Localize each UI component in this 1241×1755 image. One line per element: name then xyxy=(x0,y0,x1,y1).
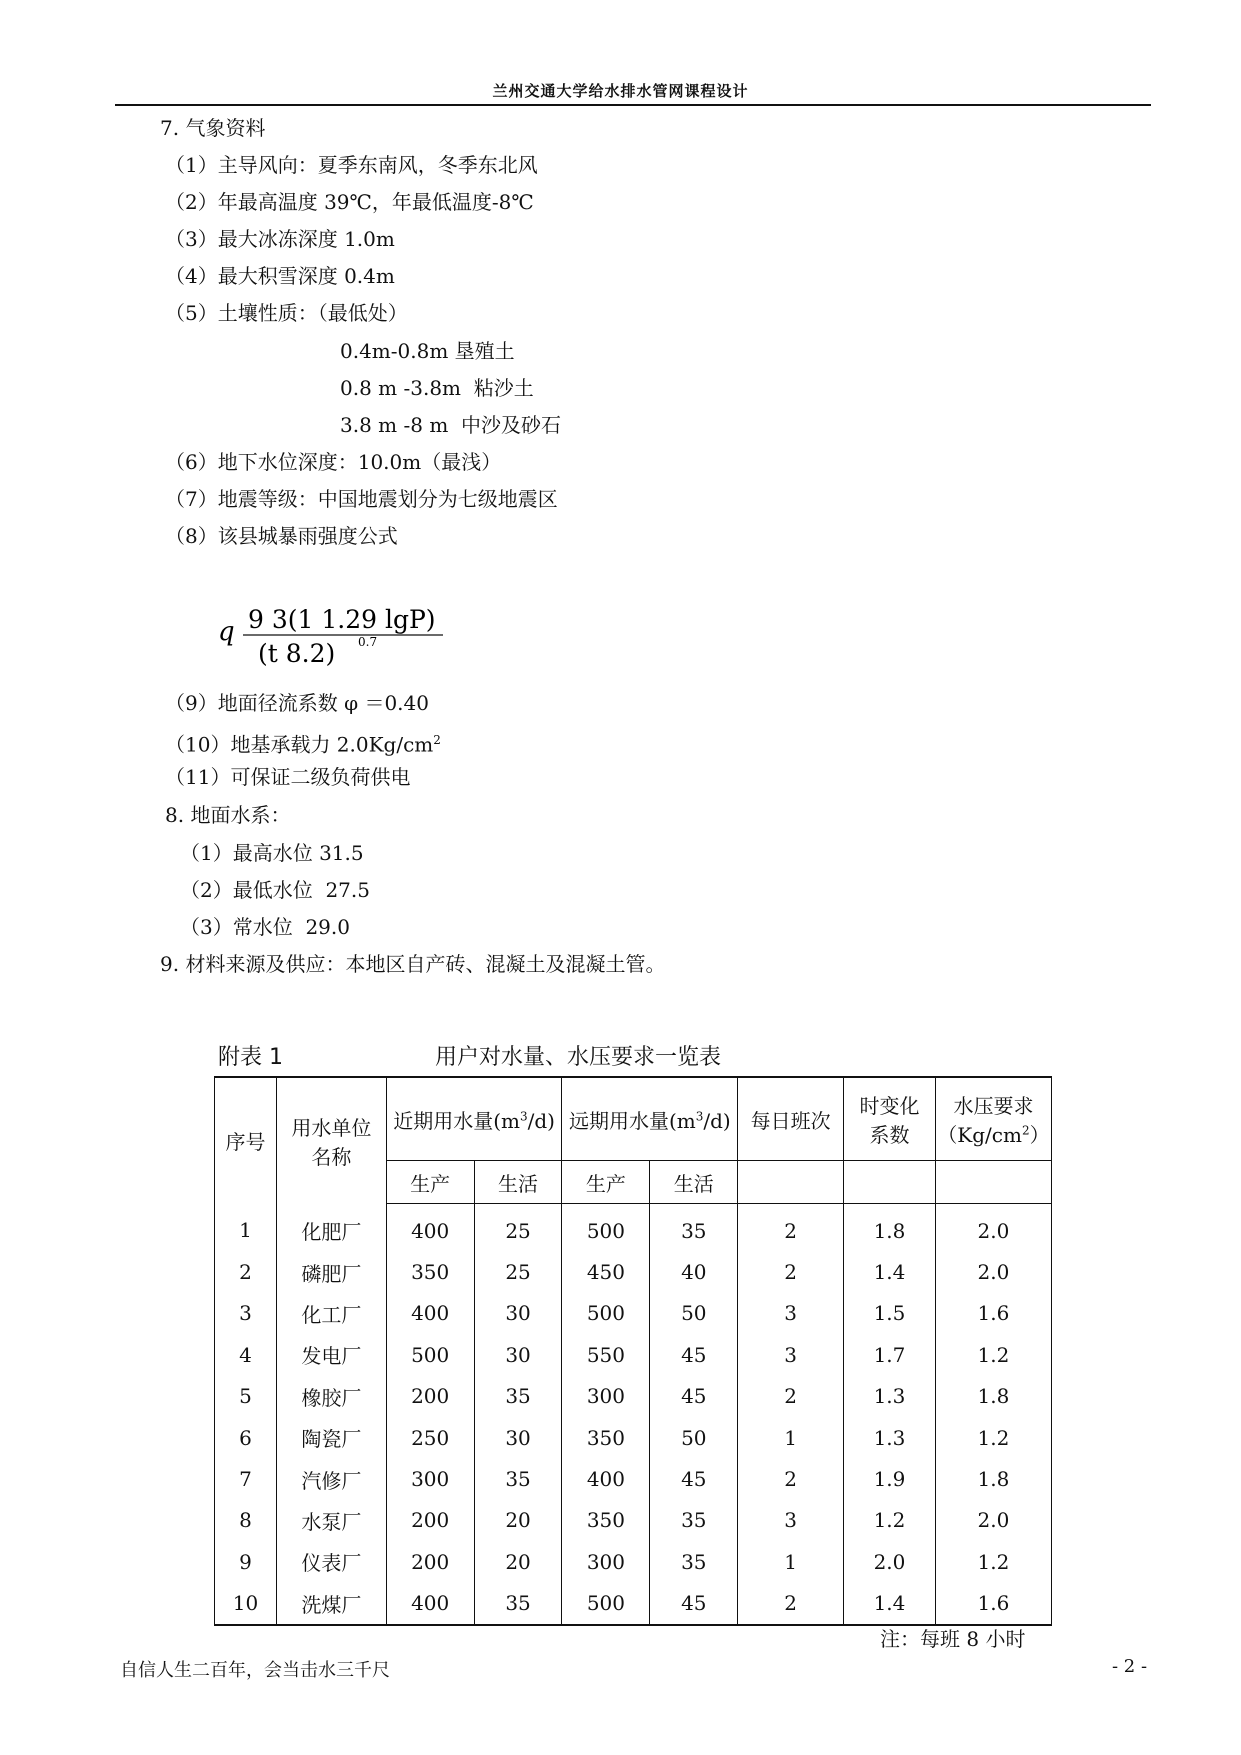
table-cell: 400 xyxy=(386,1293,474,1334)
table-cell: 30 xyxy=(474,1293,562,1334)
table-cell: 3 xyxy=(738,1334,844,1375)
item-7-5: （5）土壤性质：（最低处） xyxy=(165,301,408,325)
table-cell: 2 xyxy=(738,1583,844,1625)
table-cell: 45 xyxy=(650,1583,738,1625)
table-cell: 水泵厂 xyxy=(276,1500,386,1541)
table-cell: 2.0 xyxy=(844,1541,936,1582)
table-cell: 9 xyxy=(215,1541,277,1582)
section-8-title: 8. 地面水系： xyxy=(165,803,291,827)
item-7-1: （1）主导风向：夏季东南风，冬季东北风 xyxy=(165,153,538,177)
footer-motto: 自信人生二百年，会当击水三千尺 xyxy=(120,1660,390,1681)
section-9: 9. 材料来源及供应：本地区自产砖、混凝土及混凝土管。 xyxy=(160,952,666,976)
table-row xyxy=(215,1458,1052,1499)
table-cell: 4 xyxy=(215,1334,277,1375)
table-cell: 50 xyxy=(650,1293,738,1334)
table-cell: 10 xyxy=(215,1583,277,1625)
formula-denominator: (t 8.2) xyxy=(258,639,336,668)
table-cell: 3 xyxy=(738,1293,844,1334)
table-cell: 20 xyxy=(474,1500,562,1541)
table-cell: 洗煤厂 xyxy=(276,1583,386,1625)
item-8-2: （2）最低水位 27.5 xyxy=(180,878,370,902)
header-near-demand: 近期用水量$(m^3/d)$ xyxy=(386,1077,562,1161)
item-7-2: （2）年最高温度 39℃，年最低温度-8℃ xyxy=(165,190,534,214)
table-cell: 8 xyxy=(215,1500,277,1541)
table-cell: 2 xyxy=(738,1376,844,1417)
table-cell: 35 xyxy=(650,1204,738,1252)
table-cell: 450 xyxy=(562,1251,650,1292)
table-cell: 550 xyxy=(562,1334,650,1375)
table-cell: 350 xyxy=(562,1417,650,1458)
page-number: - 2 - xyxy=(1112,1656,1148,1677)
header-shifts: 每日班次 xyxy=(738,1077,844,1161)
table-cell: 磷肥厂 xyxy=(276,1251,386,1292)
table-row xyxy=(215,1251,1052,1292)
table-cell: 1.4 xyxy=(844,1583,936,1625)
table-cell: 500 xyxy=(386,1334,474,1375)
table-cell: 40 xyxy=(650,1251,738,1292)
table-cell: 350 xyxy=(562,1500,650,1541)
table-row xyxy=(215,1204,1052,1252)
table-cell: 35 xyxy=(650,1541,738,1582)
table-cell: 35 xyxy=(474,1458,562,1499)
table-cell: 1.8 xyxy=(844,1204,936,1252)
table-cell: 2.0 xyxy=(935,1500,1051,1541)
table-row xyxy=(215,1500,1052,1541)
table-cell: 350 xyxy=(386,1251,474,1292)
section-7-title: 7. 气象资料 xyxy=(160,116,266,140)
table-cell: 1.2 xyxy=(935,1417,1051,1458)
table-cell: 200 xyxy=(386,1500,474,1541)
header-unit: 用水单位 名称 xyxy=(276,1077,386,1204)
table-cell: 2 xyxy=(215,1251,277,1292)
table-cell: 35 xyxy=(474,1376,562,1417)
table-cell: 汽修厂 xyxy=(276,1458,386,1499)
table-cell: 1.6 xyxy=(935,1293,1051,1334)
water-demand-table xyxy=(214,1076,1052,1626)
soil-layer-1: 0.4m-0.8m 垦殖土 xyxy=(340,339,515,363)
item-7-8: （8）该县城暴雨强度公式 xyxy=(165,524,398,548)
header-far-production: 生产 xyxy=(562,1161,650,1204)
soil-layer-2: 0.8 m -3.8m 粘沙土 xyxy=(340,376,534,400)
table-cell: 400 xyxy=(386,1583,474,1625)
table-cell: 1.3 xyxy=(844,1376,936,1417)
table-cell: 化肥厂 xyxy=(276,1204,386,1252)
table-title: 用户对水量、水压要求一览表 xyxy=(435,1045,722,1070)
item-7-9: （9）地面径流系数 φ ＝0.40 xyxy=(165,691,429,715)
formula-numerator: 9 3(1 1.29 lgP) xyxy=(248,605,436,634)
table-cell: 45 xyxy=(650,1334,738,1375)
table-cell: 500 xyxy=(562,1204,650,1252)
header-no: 序号 xyxy=(215,1077,277,1204)
table-note: 注：每班 8 小时 xyxy=(880,1627,1026,1651)
table-row xyxy=(215,1417,1052,1458)
table-cell: 1.9 xyxy=(844,1458,936,1499)
table-cell: 橡胶厂 xyxy=(276,1376,386,1417)
table-cell: 1.8 xyxy=(935,1376,1051,1417)
table-cell: 25 xyxy=(474,1251,562,1292)
table-cell: 发电厂 xyxy=(276,1334,386,1375)
table-cell: 1.3 xyxy=(844,1417,936,1458)
header-near-production: 生产 xyxy=(386,1161,474,1204)
table-cell: 25 xyxy=(474,1204,562,1252)
table-cell: 250 xyxy=(386,1417,474,1458)
table-cell: 化工厂 xyxy=(276,1293,386,1334)
header-far-living: 生活 xyxy=(650,1161,738,1204)
item-7-10: （10）地基承载力 $2.0Kg/cm^2$ xyxy=(165,732,441,757)
rainfall-intensity-formula xyxy=(218,600,458,670)
running-header: 兰州交通大学给水排水管网课程设计 xyxy=(492,82,749,100)
table-cell: 2.0 xyxy=(935,1251,1051,1292)
table-cell: 3 xyxy=(215,1293,277,1334)
soil-layer-3: 3.8 m -8 m 中沙及砂石 xyxy=(340,413,562,437)
table-cell: 50 xyxy=(650,1417,738,1458)
table-cell: 35 xyxy=(474,1583,562,1625)
table-cell: 2 xyxy=(738,1204,844,1252)
formula-exponent: 0.7 xyxy=(358,635,378,649)
formula-q: q xyxy=(218,617,235,647)
header-coefficient: 时变化 系数 xyxy=(844,1077,936,1161)
table-cell: 仪表厂 xyxy=(276,1541,386,1582)
table-row xyxy=(215,1334,1052,1375)
table-row xyxy=(215,1583,1052,1625)
table-cell: 300 xyxy=(562,1376,650,1417)
table-cell: 1.4 xyxy=(844,1251,936,1292)
table-cell: 500 xyxy=(562,1293,650,1334)
item-8-1: （1）最高水位 31.5 xyxy=(180,841,364,865)
table-row xyxy=(215,1293,1052,1334)
table-cell: 300 xyxy=(562,1541,650,1582)
table-cell: 1.8 xyxy=(935,1458,1051,1499)
table-cell: 1.6 xyxy=(935,1583,1051,1625)
header-pressure: 水压要求 $(Kg/cm^2)$ xyxy=(935,1077,1051,1161)
table-row xyxy=(215,1541,1052,1582)
table-cell: 30 xyxy=(474,1417,562,1458)
table-cell: 1 xyxy=(738,1417,844,1458)
table-cell: 400 xyxy=(386,1204,474,1252)
header-rule xyxy=(115,104,1151,106)
table-cell: 1.2 xyxy=(844,1500,936,1541)
table-row xyxy=(215,1376,1052,1417)
table-cell: 45 xyxy=(650,1376,738,1417)
table-cell: 2 xyxy=(738,1251,844,1292)
header-far-demand: 远期用水量$(m^3/d)$ xyxy=(562,1077,738,1161)
table-cell: 1.2 xyxy=(935,1334,1051,1375)
table-cell: 30 xyxy=(474,1334,562,1375)
item-7-3: （3）最大冰冻深度 1.0m xyxy=(165,227,395,251)
table-cell: 20 xyxy=(474,1541,562,1582)
table-cell: 1.7 xyxy=(844,1334,936,1375)
table-cell: 1.5 xyxy=(844,1293,936,1334)
table-cell: 2 xyxy=(738,1458,844,1499)
table-cell: 3 xyxy=(738,1500,844,1541)
table-cell: 6 xyxy=(215,1417,277,1458)
header-near-living: 生活 xyxy=(474,1161,562,1204)
item-8-3: （3）常水位 29.0 xyxy=(180,915,350,939)
table-cell: 7 xyxy=(215,1458,277,1499)
table-cell: 陶瓷厂 xyxy=(276,1417,386,1458)
table-cell: 300 xyxy=(386,1458,474,1499)
table-cell: 200 xyxy=(386,1541,474,1582)
table-cell: 1 xyxy=(215,1204,277,1252)
table-label: 附表 1 xyxy=(218,1045,283,1070)
table-cell: 2.0 xyxy=(935,1204,1051,1252)
table-cell: 500 xyxy=(562,1583,650,1625)
table-cell: 1 xyxy=(738,1541,844,1582)
table-cell: 200 xyxy=(386,1376,474,1417)
item-7-6: （6）地下水位深度：10.0m（最浅） xyxy=(165,450,502,474)
table-cell: 1.2 xyxy=(935,1541,1051,1582)
item-7-4: （4）最大积雪深度 0.4m xyxy=(165,264,395,288)
table-cell: 35 xyxy=(650,1500,738,1541)
table-cell: 5 xyxy=(215,1376,277,1417)
table-cell: 45 xyxy=(650,1458,738,1499)
item-7-7: （7）地震等级：中国地震划分为七级地震区 xyxy=(165,487,558,511)
table-cell: 400 xyxy=(562,1458,650,1499)
item-7-11: （11）可保证二级负荷供电 xyxy=(165,765,411,789)
